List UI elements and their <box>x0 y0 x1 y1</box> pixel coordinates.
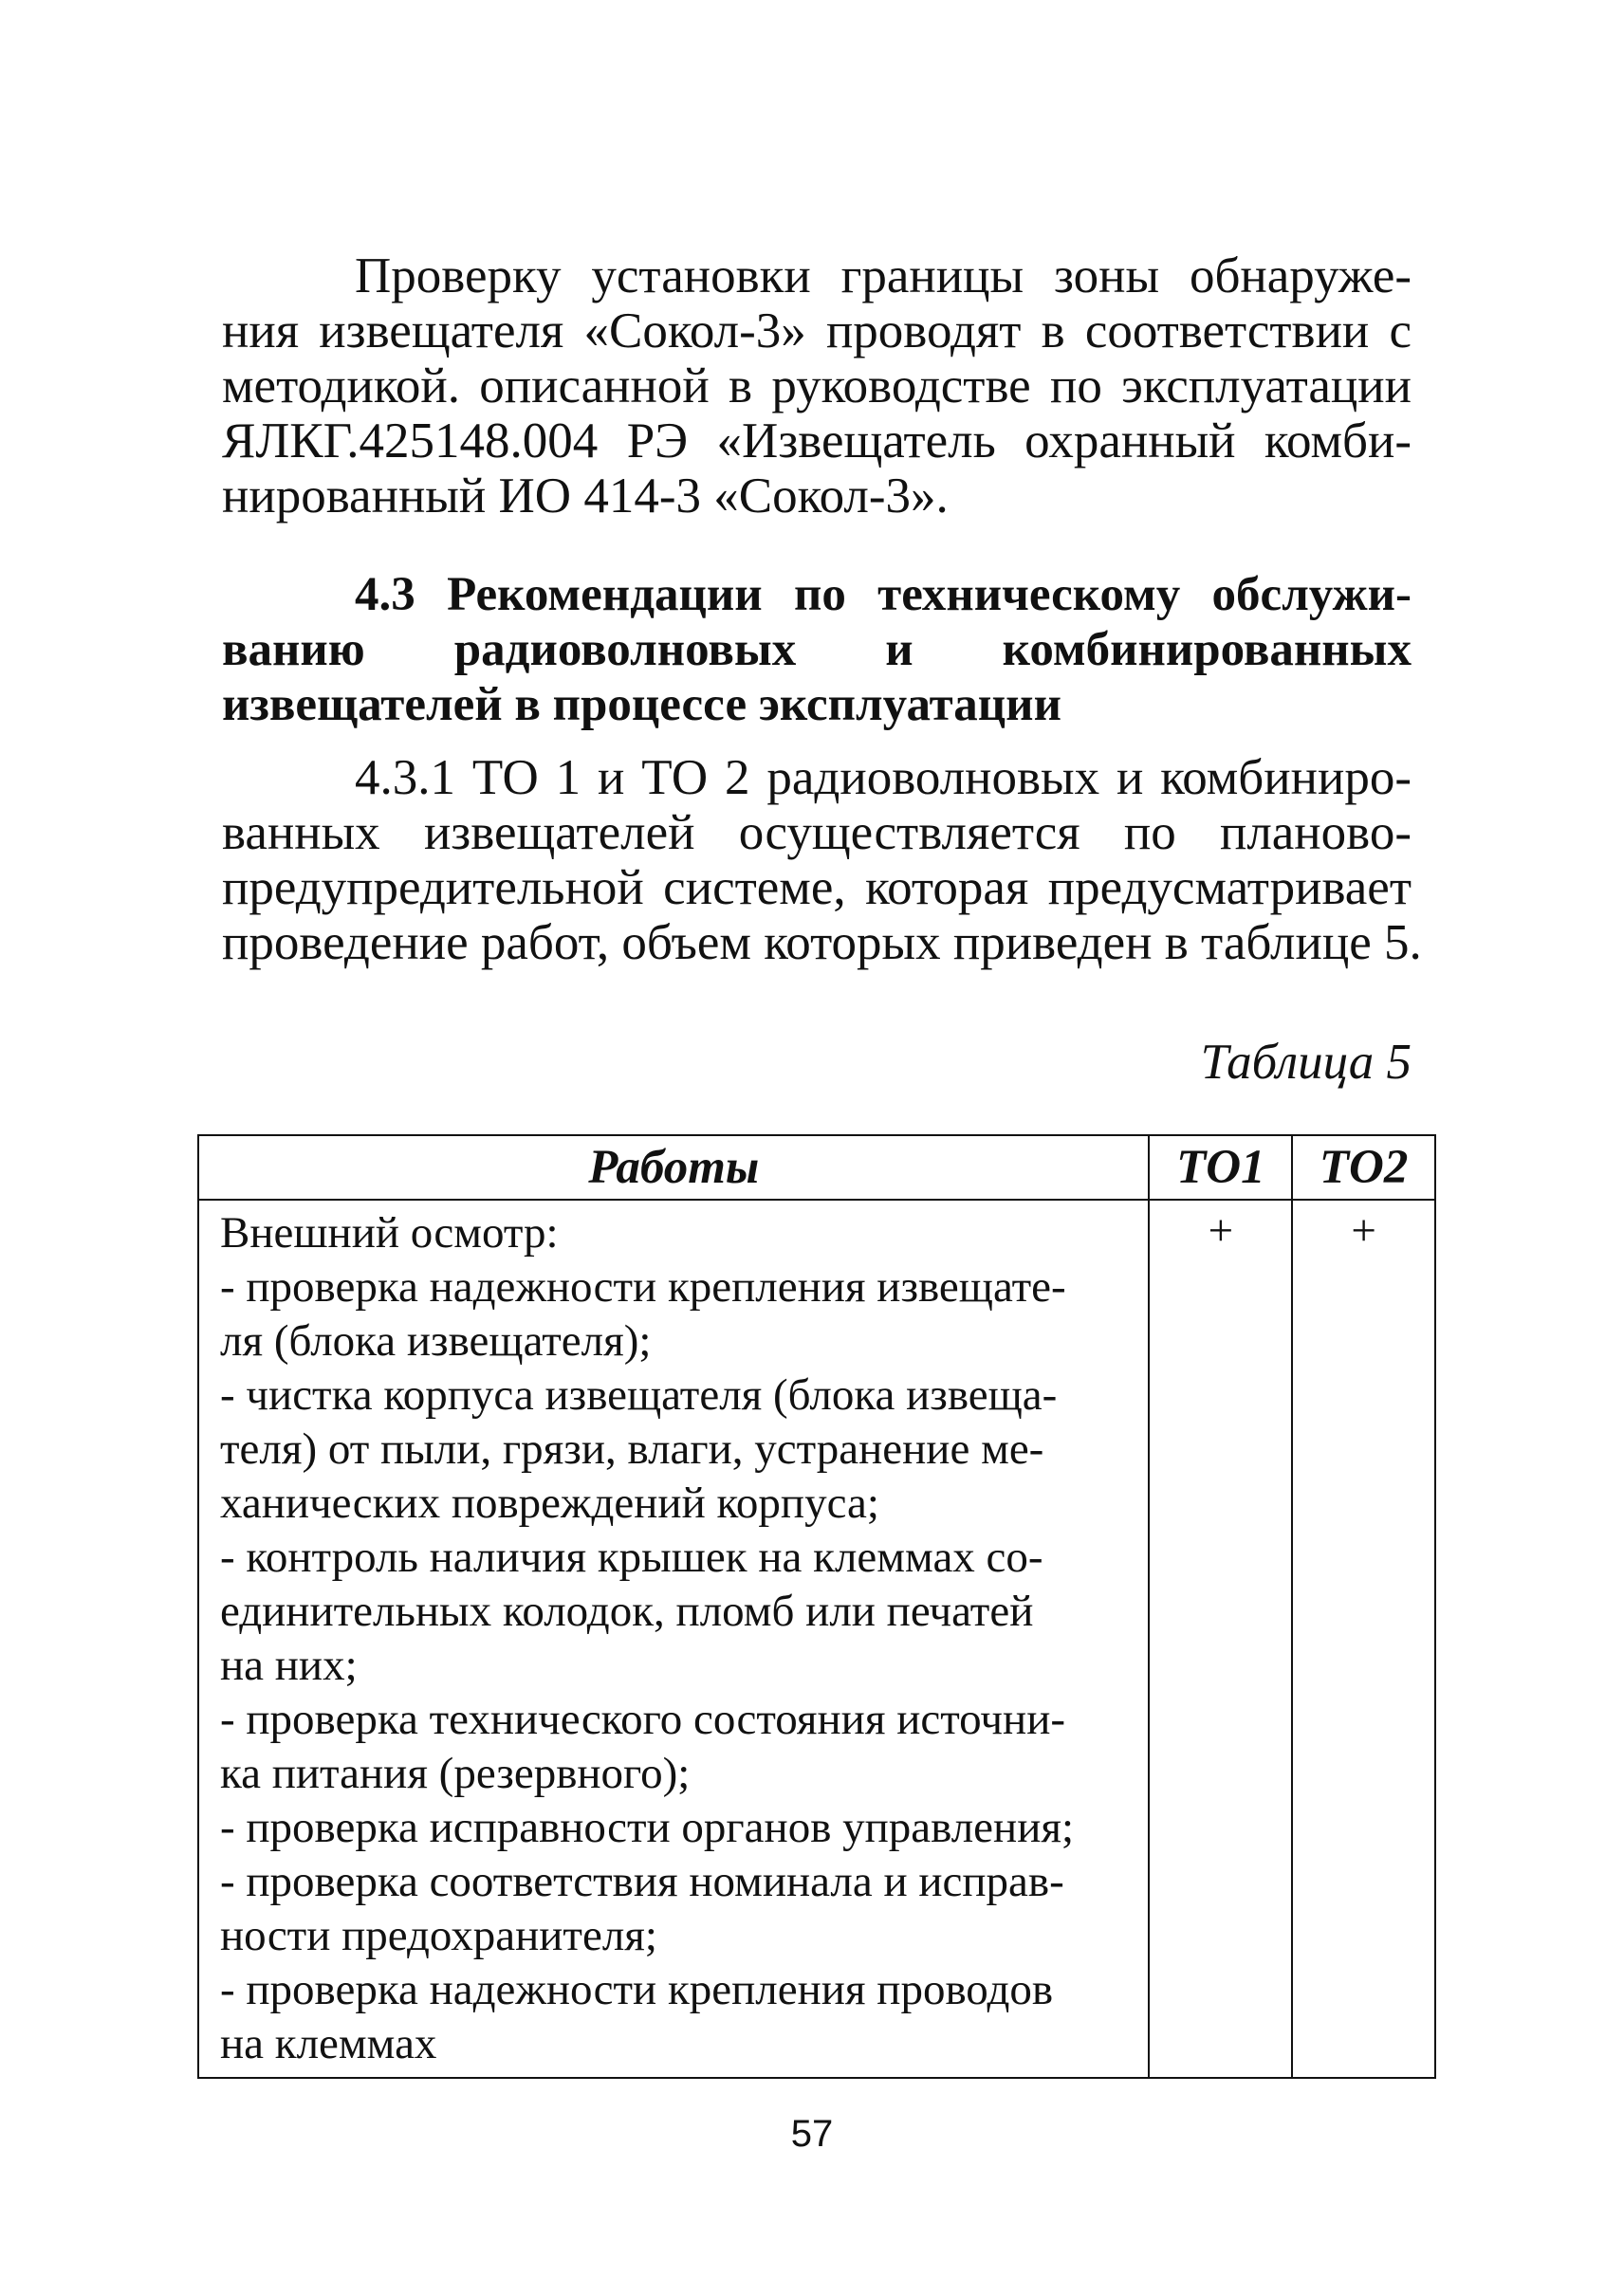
intro-line: Проверку установки границы зоны обнаруже- <box>355 248 1412 303</box>
paragraph-line: 4.3.1 ТО 1 и ТО 2 радиоволновых и комбиниро- <box>355 750 1412 805</box>
paragraph-4-3-1 <box>222 750 1422 970</box>
to1-mark: + <box>1149 1200 1292 2078</box>
works-line: единительных колодок, пломб или печатей <box>220 1587 1034 1636</box>
table-row <box>198 1200 1435 2078</box>
works-line: ности предохранителя; <box>220 1911 657 1960</box>
works-line: ханических повреждений корпуса; <box>220 1479 879 1528</box>
works-line: - проверка соответствия номинала и исправ- <box>220 1857 1064 1906</box>
to2-mark: + <box>1292 1200 1435 2078</box>
intro-line: нированный ИО 414-3 «Сокол-3». <box>222 468 949 523</box>
works-line: на них; <box>220 1641 358 1690</box>
heading-line: ванию радиоволновых и комбинированных <box>222 623 1412 676</box>
works-line: - контроль наличия крышек на клеммах со- <box>220 1533 1043 1582</box>
works-line: на клеммах <box>220 2019 437 2068</box>
works-line: ля (блока извещателя); <box>220 1316 652 1366</box>
paragraph-line: ванных извещателей осуществляется по планово- <box>222 805 1412 860</box>
works-line: - проверка надежности крепления проводов <box>220 1965 1054 2014</box>
paragraph-line: предупредительной системе, которая предусматривает <box>222 860 1412 915</box>
works-line: ка питания (резервного); <box>220 1749 691 1798</box>
intro-line: ЯЛКГ.425148.004 РЭ «Извещатель охранный комби- <box>222 413 1412 468</box>
works-line: - чистка корпуса извещателя (блока извеща- <box>220 1370 1058 1420</box>
works-line: - проверка исправности органов управления; <box>220 1803 1075 1852</box>
table-header-row <box>198 1135 1435 1200</box>
intro-paragraph <box>222 248 1412 523</box>
section-heading <box>222 567 1412 732</box>
header-to1: ТО1 <box>1149 1135 1292 1200</box>
heading-line: извещателей в процессе эксплуатации <box>222 678 1061 731</box>
intro-line: методикой. описанной в руководстве по эксплуатации <box>222 358 1412 413</box>
header-works: Работы <box>198 1135 1149 1200</box>
intro-line: ния извещателя «Сокол-3» проводят в соответствии с <box>222 303 1412 358</box>
paragraph-line: проведение работ, объем которых приведен в таблице 5. <box>222 915 1422 970</box>
works-line: - проверка надежности крепления извещате- <box>220 1262 1066 1312</box>
works-cell <box>198 1200 1149 2078</box>
works-line: - проверка технического состояния источни- <box>220 1695 1066 1744</box>
table-caption: Таблица 5 <box>1200 1035 1412 1090</box>
page-number: 57 <box>790 2113 834 2155</box>
header-to2: ТО2 <box>1292 1135 1435 1200</box>
works-line: Внешний осмотр: <box>220 1208 559 1258</box>
heading-line: 4.3 Рекомендации по техническому обслужи- <box>355 568 1412 621</box>
works-table <box>197 1134 1436 2079</box>
works-line: теля) от пыли, грязи, влаги, устранение ме- <box>220 1424 1044 1474</box>
